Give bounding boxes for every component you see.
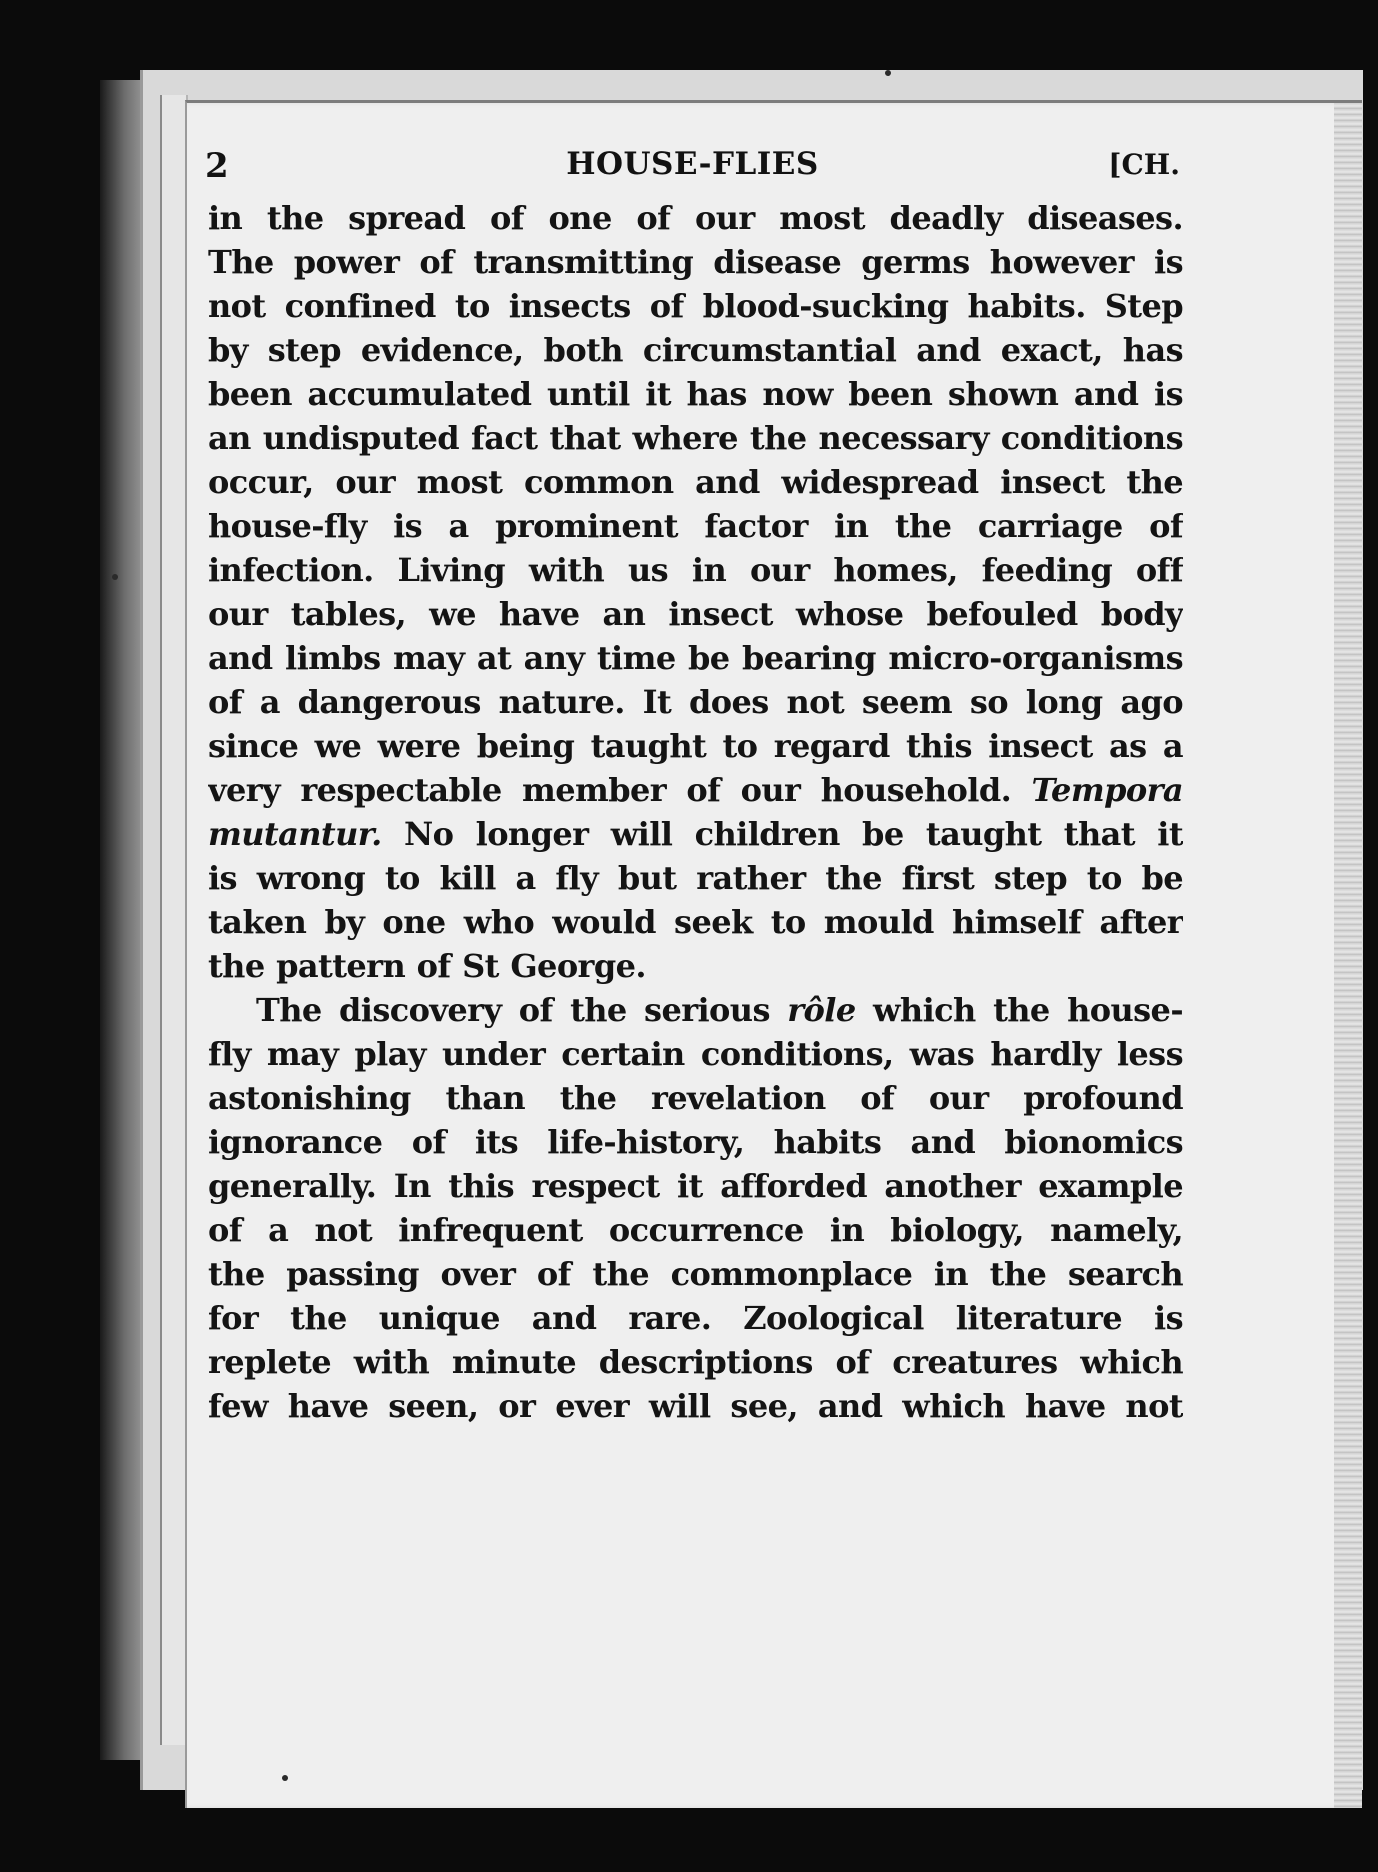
page-number: 2 bbox=[205, 146, 229, 186]
text-line: been accumulated until it has now been shown and is bbox=[208, 375, 1183, 413]
text-line: in the spread of one of our most deadly diseases. bbox=[208, 199, 1183, 237]
scan-speck bbox=[112, 574, 118, 580]
text-line: taken by one who would seek to mould himself after bbox=[208, 903, 1183, 941]
italic-phrase: Tempora bbox=[1031, 771, 1183, 809]
text-line-with-italic bbox=[208, 812, 1183, 856]
text-line: the pattern of St George. bbox=[208, 947, 646, 985]
text-segment: which the house- bbox=[872, 991, 1183, 1029]
text-line: is wrong to kill a fly but rather the first step to be bbox=[208, 859, 1183, 897]
text-line: and limbs may at any time be bearing micro-organisms bbox=[208, 639, 1183, 677]
underlying-page-edge-inner bbox=[160, 95, 188, 1745]
scan-speck bbox=[885, 70, 891, 76]
text-line: The power of transmitting disease germs however is bbox=[208, 243, 1183, 281]
text-line: few have seen, or ever will see, and which have not bbox=[208, 1387, 1183, 1425]
body-text bbox=[208, 196, 1183, 1428]
text-line-with-italic bbox=[208, 768, 1183, 812]
running-title: HOUSE-FLIES bbox=[566, 146, 819, 182]
text-line: the passing over of the commonplace in the search bbox=[208, 1255, 1183, 1293]
text-line: an undisputed fact that where the necessary conditions bbox=[208, 419, 1183, 457]
paragraph-start-line bbox=[208, 988, 1183, 1032]
text-line: of a not infrequent occurrence in biology, namely, bbox=[208, 1211, 1183, 1249]
text-line: of a dangerous nature. It does not seem so long ago bbox=[208, 683, 1183, 721]
text-line: infection. Living with us in our homes, feeding off bbox=[208, 551, 1183, 589]
text-line: our tables, we have an insect whose befouled body bbox=[208, 595, 1183, 633]
text-line: occur, our most common and widespread insect the bbox=[208, 463, 1183, 501]
italic-phrase: mutantur. bbox=[208, 815, 382, 853]
italic-phrase: rôle bbox=[787, 991, 856, 1029]
text-line: replete with minute descriptions of creatures which bbox=[208, 1343, 1183, 1381]
chapter-mark: [CH. bbox=[1108, 148, 1180, 181]
text-line: not confined to insects of blood-sucking habits. Step bbox=[208, 287, 1183, 325]
page-stack-edge bbox=[1334, 103, 1362, 1808]
text-line: house-fly is a prominent factor in the carriage of bbox=[208, 507, 1183, 545]
text-segment: The discovery of the serious bbox=[256, 991, 770, 1029]
text-line: fly may play under certain conditions, was hardly less bbox=[208, 1035, 1183, 1073]
text-line: astonishing than the revelation of our profound bbox=[208, 1079, 1183, 1117]
text-segment: very respectable member of our household. bbox=[208, 771, 1012, 809]
scan-speck bbox=[282, 1775, 288, 1781]
text-line: for the unique and rare. Zoological literature is bbox=[208, 1299, 1183, 1337]
text-line: since we were being taught to regard this insect as a bbox=[208, 727, 1183, 765]
text-line: generally. In this respect it afforded another example bbox=[208, 1167, 1183, 1205]
text-line: by step evidence, both circumstantial and exact, has bbox=[208, 331, 1183, 369]
text-line: ignorance of its life-history, habits and bionomics bbox=[208, 1123, 1183, 1161]
text-segment: No longer will children be taught that it bbox=[403, 815, 1183, 853]
